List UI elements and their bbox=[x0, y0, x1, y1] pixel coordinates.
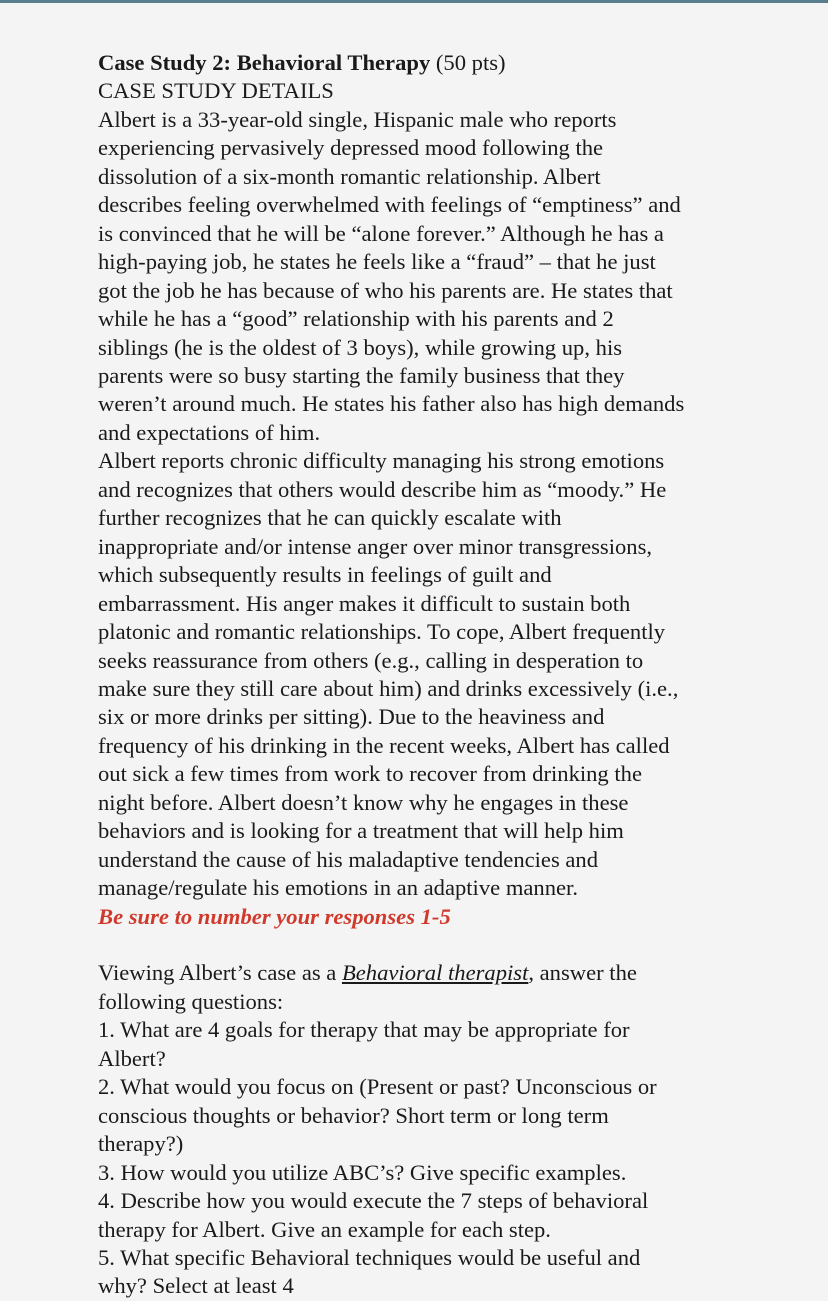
blank-line bbox=[98, 931, 738, 959]
paragraph-line: got the job he has because of who his parents are. He states that bbox=[98, 277, 673, 303]
paragraph-line: is convinced that he will be “alone forever.” Although he has a bbox=[98, 220, 664, 246]
case-study-title bbox=[98, 49, 738, 77]
paragraph-line: behaviors and is looking for a treatment that will help him bbox=[98, 818, 624, 844]
details-heading: CASE STUDY DETAILS bbox=[98, 78, 334, 104]
paragraph-line: make sure they still care about him) and drinks excessively (i.e., bbox=[98, 675, 679, 701]
paragraph-line: parents were so busy starting the family business that they bbox=[98, 362, 625, 388]
paragraph-line: out sick a few times from work to recover from drinking the bbox=[98, 761, 642, 787]
question-line: Albert? bbox=[98, 1045, 166, 1071]
paragraph-line: high-paying job, he states he feels like a “fraud” – that he just bbox=[98, 249, 656, 275]
question-3 bbox=[98, 1159, 738, 1187]
paragraph-line: experiencing pervasively depressed mood following the bbox=[98, 135, 604, 161]
paragraph-line: and expectations of him. bbox=[98, 419, 321, 445]
document-body bbox=[98, 49, 738, 1301]
questions-prompt-line2: following questions: bbox=[98, 988, 284, 1014]
question-line: 2. What would you focus on (Present or past? Unconscious or bbox=[98, 1074, 657, 1100]
therapist-role: Behavioral therapist bbox=[341, 960, 529, 986]
questions-prompt bbox=[98, 959, 738, 987]
question-line: 5. What specific Behavioral techniques would be useful and bbox=[98, 1245, 641, 1271]
paragraph-line: inappropriate and/or intense anger over minor transgressions, bbox=[98, 533, 653, 559]
paragraph-line: night before. Albert doesn’t know why he engages in these bbox=[98, 789, 629, 815]
paragraph-line: six or more drinks per sitting). Due to the heaviness and bbox=[98, 704, 605, 730]
paragraph-line: while he has a “good” relationship with his parents and 2 bbox=[98, 306, 614, 332]
paragraph-line: which subsequently results in feelings of guilt and bbox=[98, 562, 552, 588]
paragraph-line: further recognizes that he can quickly escalate with bbox=[98, 505, 562, 531]
paragraph-line: weren’t around much. He states his father also has high demands bbox=[98, 391, 685, 417]
question-line: 4. Describe how you would execute the 7 steps of behavioral bbox=[98, 1188, 649, 1214]
question-line: 3. How would you utilize ABC’s? Give specific examples. bbox=[98, 1159, 627, 1185]
numbering-instruction: Be sure to number your responses 1-5 bbox=[98, 903, 451, 929]
question-line: therapy for Albert. Give an example for each step. bbox=[98, 1216, 551, 1242]
question-line: conscious thoughts or behavior? Short term or long term bbox=[98, 1102, 609, 1128]
title-bold: Case Study 2: Behavioral Therapy bbox=[98, 50, 431, 75]
paragraph-line: Albert is a 33-year-old single, Hispanic male who reports bbox=[98, 106, 617, 132]
paragraph-line: siblings (he is the oldest of 3 boys), while growing up, his bbox=[98, 334, 623, 360]
prompt-after: , answer the bbox=[528, 960, 637, 986]
question-4 bbox=[98, 1187, 738, 1244]
paragraph-line: and recognizes that others would describe him as “moody.” He bbox=[98, 476, 667, 502]
question-line: therapy?) bbox=[98, 1131, 184, 1157]
paragraph-line: manage/regulate his emotions in an adaptive manner. bbox=[98, 875, 578, 901]
paragraph-line: platonic and romantic relationships. To cope, Albert frequently bbox=[98, 619, 666, 645]
paragraph-line: frequency of his drinking in the recent weeks, Albert has called bbox=[98, 732, 670, 758]
question-1 bbox=[98, 1016, 738, 1073]
paragraph-line: dissolution of a six-month romantic relationship. Albert bbox=[98, 163, 601, 189]
prompt-before: Viewing Albert’s case as a bbox=[98, 960, 342, 986]
paragraph-line: Albert reports chronic difficulty managing his strong emotions bbox=[98, 448, 665, 474]
case-paragraph-2 bbox=[98, 447, 738, 902]
case-paragraph-1 bbox=[98, 106, 738, 447]
title-points: (50 pts) bbox=[430, 50, 506, 75]
question-line: why? Select at least 4 bbox=[98, 1273, 294, 1299]
question-line: 1. What are 4 goals for therapy that may be appropriate for bbox=[98, 1017, 630, 1043]
paragraph-line: seeks reassurance from others (e.g., calling in desperation to bbox=[98, 647, 644, 673]
paragraph-line: embarrassment. His anger makes it difficult to sustain both bbox=[98, 590, 631, 616]
paragraph-line: understand the cause of his maladaptive tendencies and bbox=[98, 846, 599, 872]
question-2 bbox=[98, 1073, 738, 1158]
paragraph-line: describes feeling overwhelmed with feelings of “emptiness” and bbox=[98, 192, 681, 218]
question-5 bbox=[98, 1244, 738, 1301]
top-divider bbox=[0, 0, 828, 3]
